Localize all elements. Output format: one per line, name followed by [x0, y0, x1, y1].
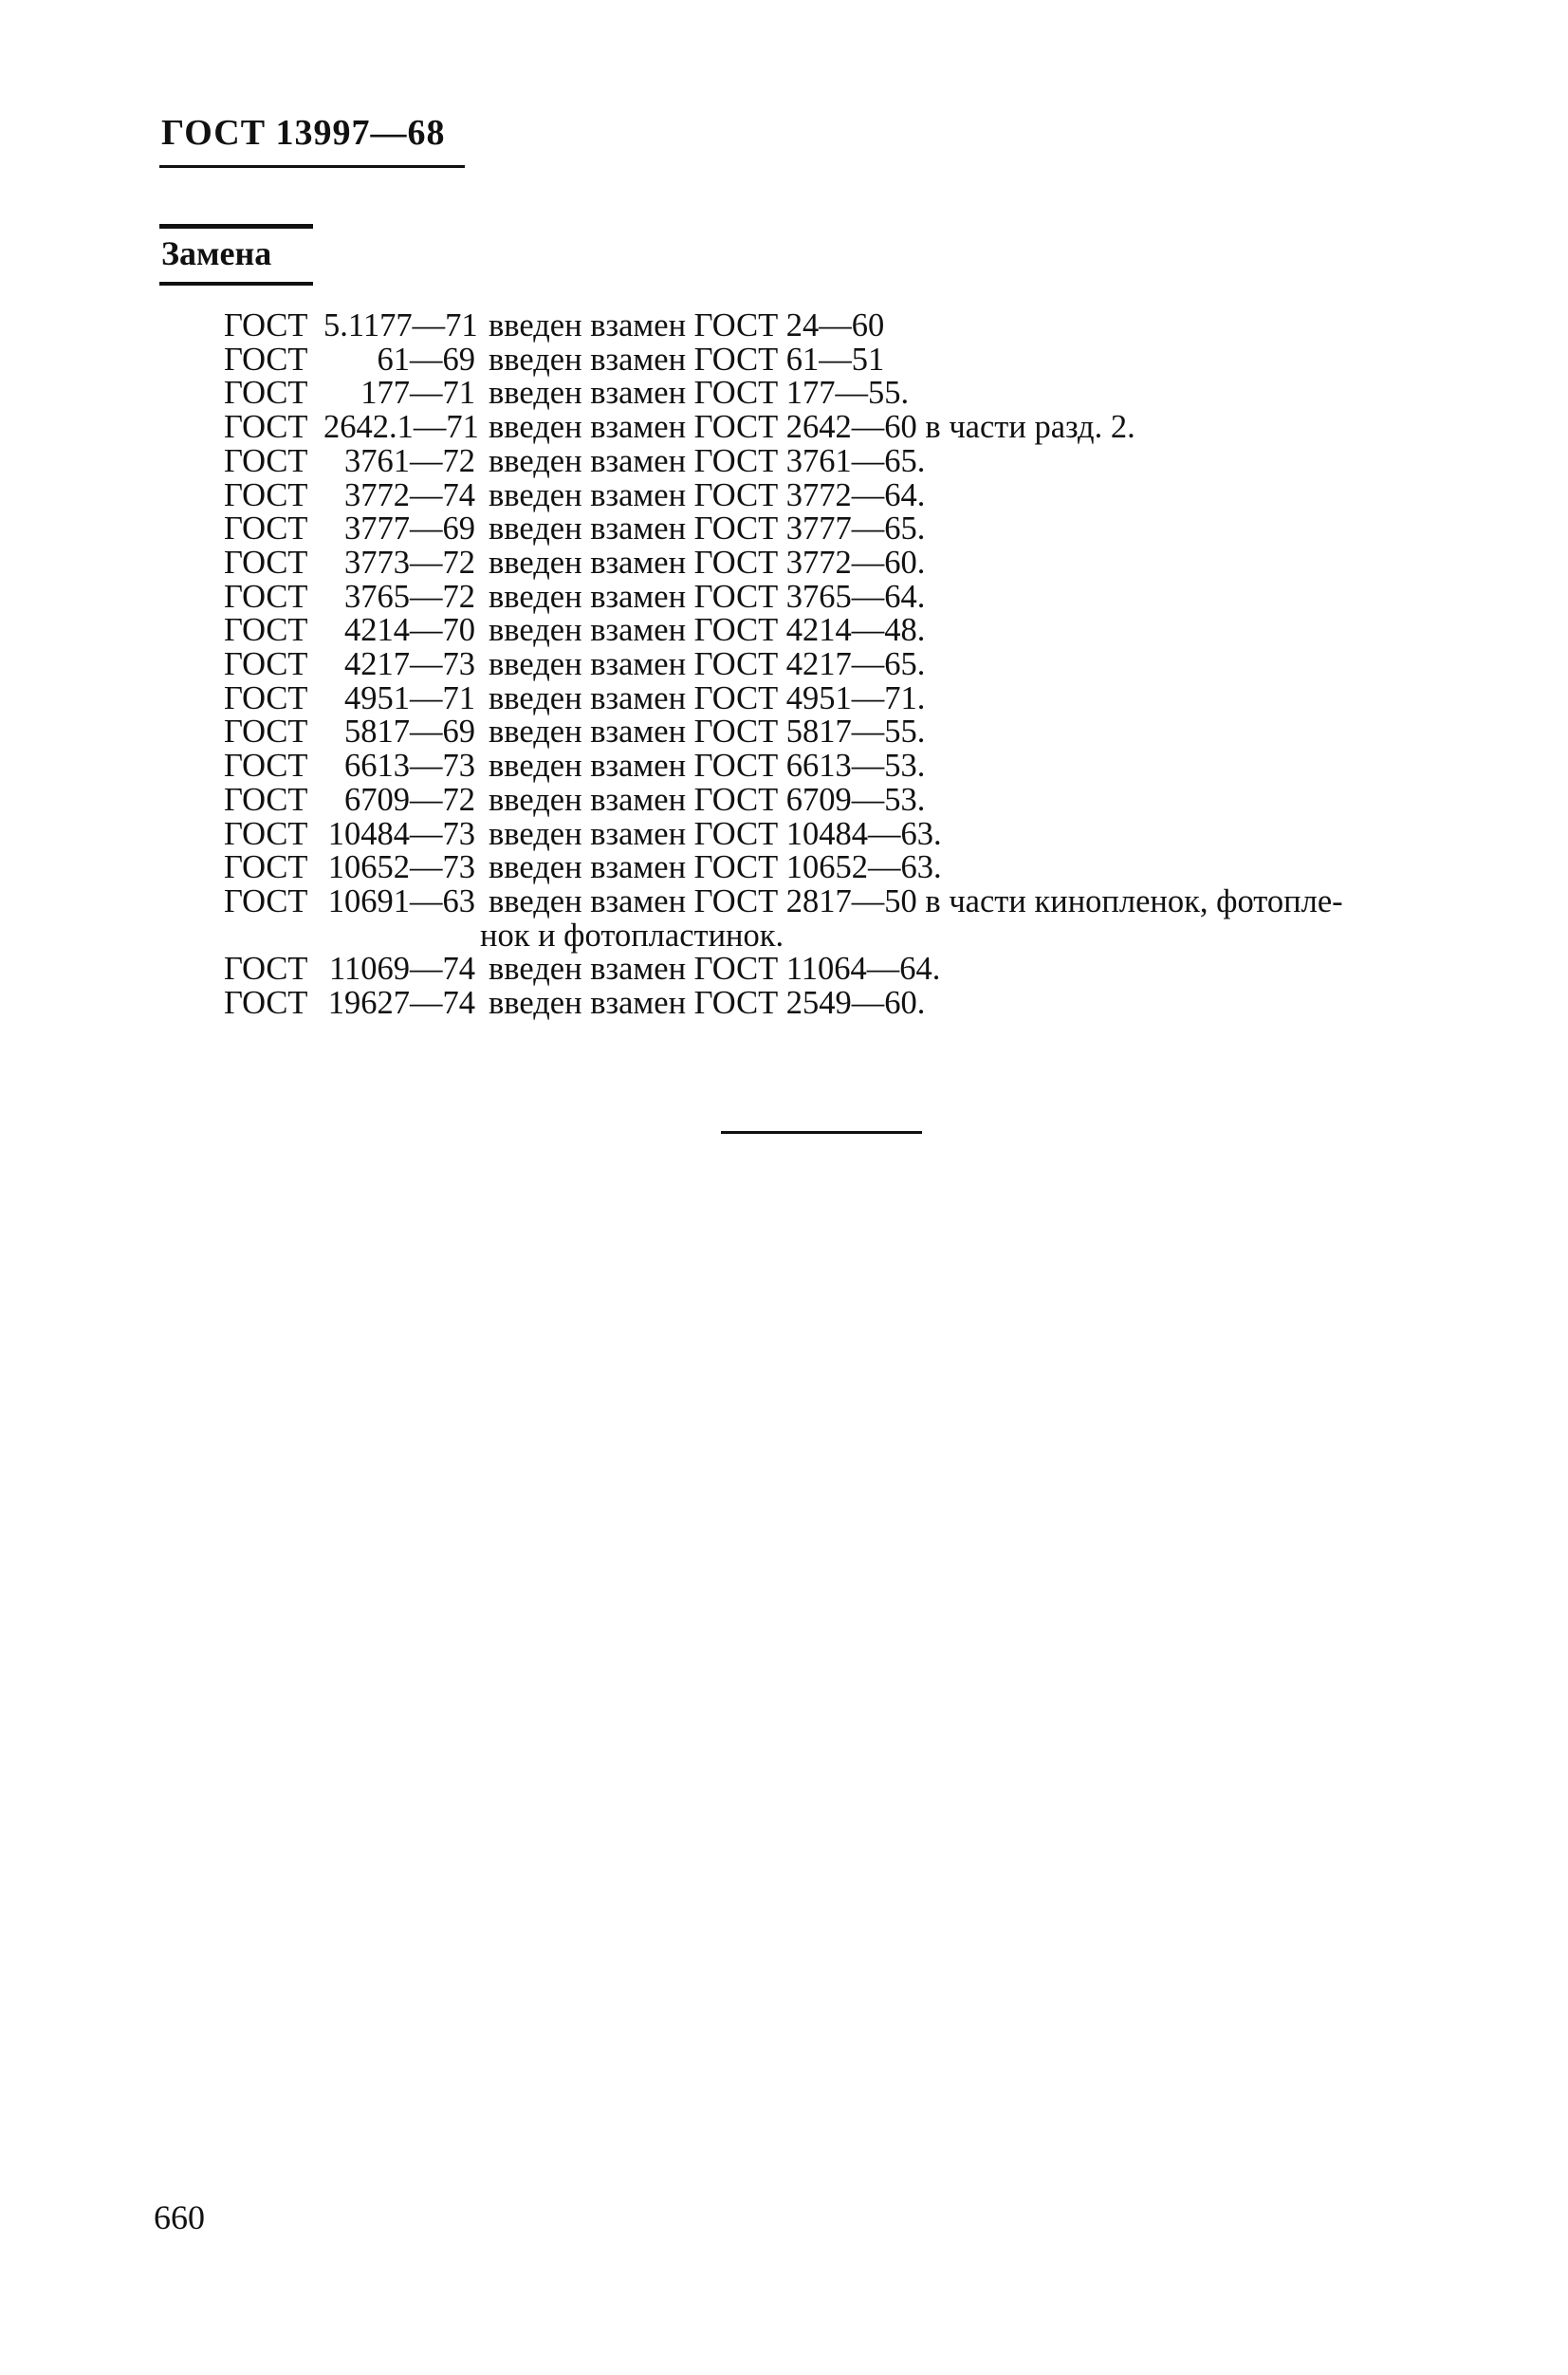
gost-number: 4214—70 [344, 612, 475, 649]
section-bottom-rule [159, 282, 313, 286]
list-item-continuation: нок и фотопластинок. [480, 917, 784, 954]
gost-number: 6709—72 [344, 781, 475, 818]
gost-label: ГОСТ [224, 544, 308, 581]
replacement-text: введен взамен ГОСТ 6709—53. [489, 781, 926, 818]
replacement-text: введен взамен ГОСТ 10652—63. [489, 849, 942, 886]
list-item [224, 851, 1343, 885]
gost-label: ГОСТ [224, 578, 308, 615]
replacement-text: введен взамен ГОСТ 3765—64. [489, 578, 926, 615]
list-item [224, 377, 1343, 411]
gost-number: 6613—73 [344, 748, 475, 785]
gost-label: ГОСТ [224, 781, 308, 818]
replacement-text: введен взамен ГОСТ 4217—65. [489, 646, 926, 683]
list-item [224, 578, 1343, 615]
list-item [224, 953, 1343, 987]
gost-label: ГОСТ [224, 409, 308, 446]
replacement-text: введен взамен ГОСТ 61—51 [489, 341, 885, 378]
gost-label: ГОСТ [224, 646, 308, 683]
gost-label: ГОСТ [224, 714, 308, 751]
replacement-text: введен взамен ГОСТ 4214—48. [489, 612, 926, 649]
gost-number: 2642.1—71 [323, 409, 479, 446]
gost-label: ГОСТ [224, 748, 308, 785]
list-item [224, 750, 1343, 784]
gost-number: 4951—71 [344, 679, 475, 716]
list-item [224, 476, 1343, 513]
list-item [224, 648, 1343, 682]
gost-label: ГОСТ [224, 341, 308, 378]
page-number: 660 [154, 2199, 205, 2236]
gost-label: ГОСТ [224, 476, 308, 513]
replacement-text: введен взамен ГОСТ 4951—71. [489, 679, 926, 716]
replacement-text: введен взамен ГОСТ 3761—65. [489, 442, 926, 479]
list-item [224, 411, 1343, 445]
gost-label: ГОСТ [224, 442, 308, 479]
gost-label: ГОСТ [224, 985, 308, 1022]
page-header: ГОСТ 13997—68 [161, 113, 446, 153]
gost-label: ГОСТ [224, 951, 308, 988]
list-item [224, 815, 1343, 852]
replacement-text: введен взамен ГОСТ 2549—60. [489, 985, 926, 1022]
gost-number: 10652—73 [327, 849, 475, 886]
gost-number: 3761—72 [344, 442, 475, 479]
replacement-text: введен взамен ГОСТ 11064—64. [489, 951, 941, 988]
gost-label: ГОСТ [224, 815, 308, 852]
replacement-text: введен взамен ГОСТ 24—60 [489, 307, 885, 343]
list-item [224, 512, 1343, 547]
replacement-list [224, 309, 1343, 1021]
replacement-text: введен взамен ГОСТ 177—55. [489, 375, 910, 412]
gost-number: 3772—74 [344, 476, 475, 513]
gost-number: 11069—74 [329, 951, 475, 988]
gost-label: ГОСТ [224, 679, 308, 716]
gost-number: 3777—69 [344, 510, 475, 547]
gost-label: ГОСТ [224, 882, 308, 919]
gost-number: 3765—72 [344, 578, 475, 615]
gost-label: ГОСТ [224, 612, 308, 649]
replacement-text: введен взамен ГОСТ 6613—53. [489, 748, 926, 785]
replacement-text: введен взамен ГОСТ 3772—64. [489, 476, 926, 513]
header-rule [159, 165, 465, 168]
list-item [224, 781, 1343, 818]
section-title: Замена [161, 234, 272, 272]
gost-number: 5.1177—71 [323, 307, 478, 343]
list-item [224, 715, 1343, 750]
list-item [224, 679, 1343, 716]
gost-number: 177—71 [360, 375, 475, 412]
gost-label: ГОСТ [224, 375, 308, 412]
end-rule [721, 1131, 922, 1134]
replacement-text: введен взамен ГОСТ 3772—60. [489, 544, 926, 581]
gost-number: 10691—63 [327, 882, 475, 919]
gost-number: 19627—74 [327, 985, 475, 1022]
replacement-text: введен взамен ГОСТ 5817—55. [489, 714, 926, 751]
replacement-text: введен взамен ГОСТ 2642—60 в части разд. 2. [489, 409, 1135, 446]
list-item [224, 442, 1343, 479]
replacement-text: введен взамен ГОСТ 2817—50 в части кинопленок, фотопле- [489, 882, 1343, 919]
gost-number: 5817—69 [344, 714, 475, 751]
list-item [224, 987, 1343, 1021]
gost-number: 61—69 [377, 341, 475, 378]
section-top-rule [159, 224, 313, 229]
replacement-text: введен взамен ГОСТ 3777—65. [489, 510, 926, 547]
list-item [224, 309, 1343, 343]
list-item [224, 614, 1343, 648]
gost-number: 10484—73 [327, 815, 475, 852]
replacement-text: введен взамен ГОСТ 10484—63. [489, 815, 942, 852]
gost-label: ГОСТ [224, 307, 308, 343]
gost-number: 3773—72 [344, 544, 475, 581]
list-item [224, 882, 1343, 919]
gost-label: ГОСТ [224, 510, 308, 547]
gost-label: ГОСТ [224, 849, 308, 886]
gost-number: 4217—73 [344, 646, 475, 683]
list-item [224, 343, 1343, 378]
list-item [224, 544, 1343, 581]
